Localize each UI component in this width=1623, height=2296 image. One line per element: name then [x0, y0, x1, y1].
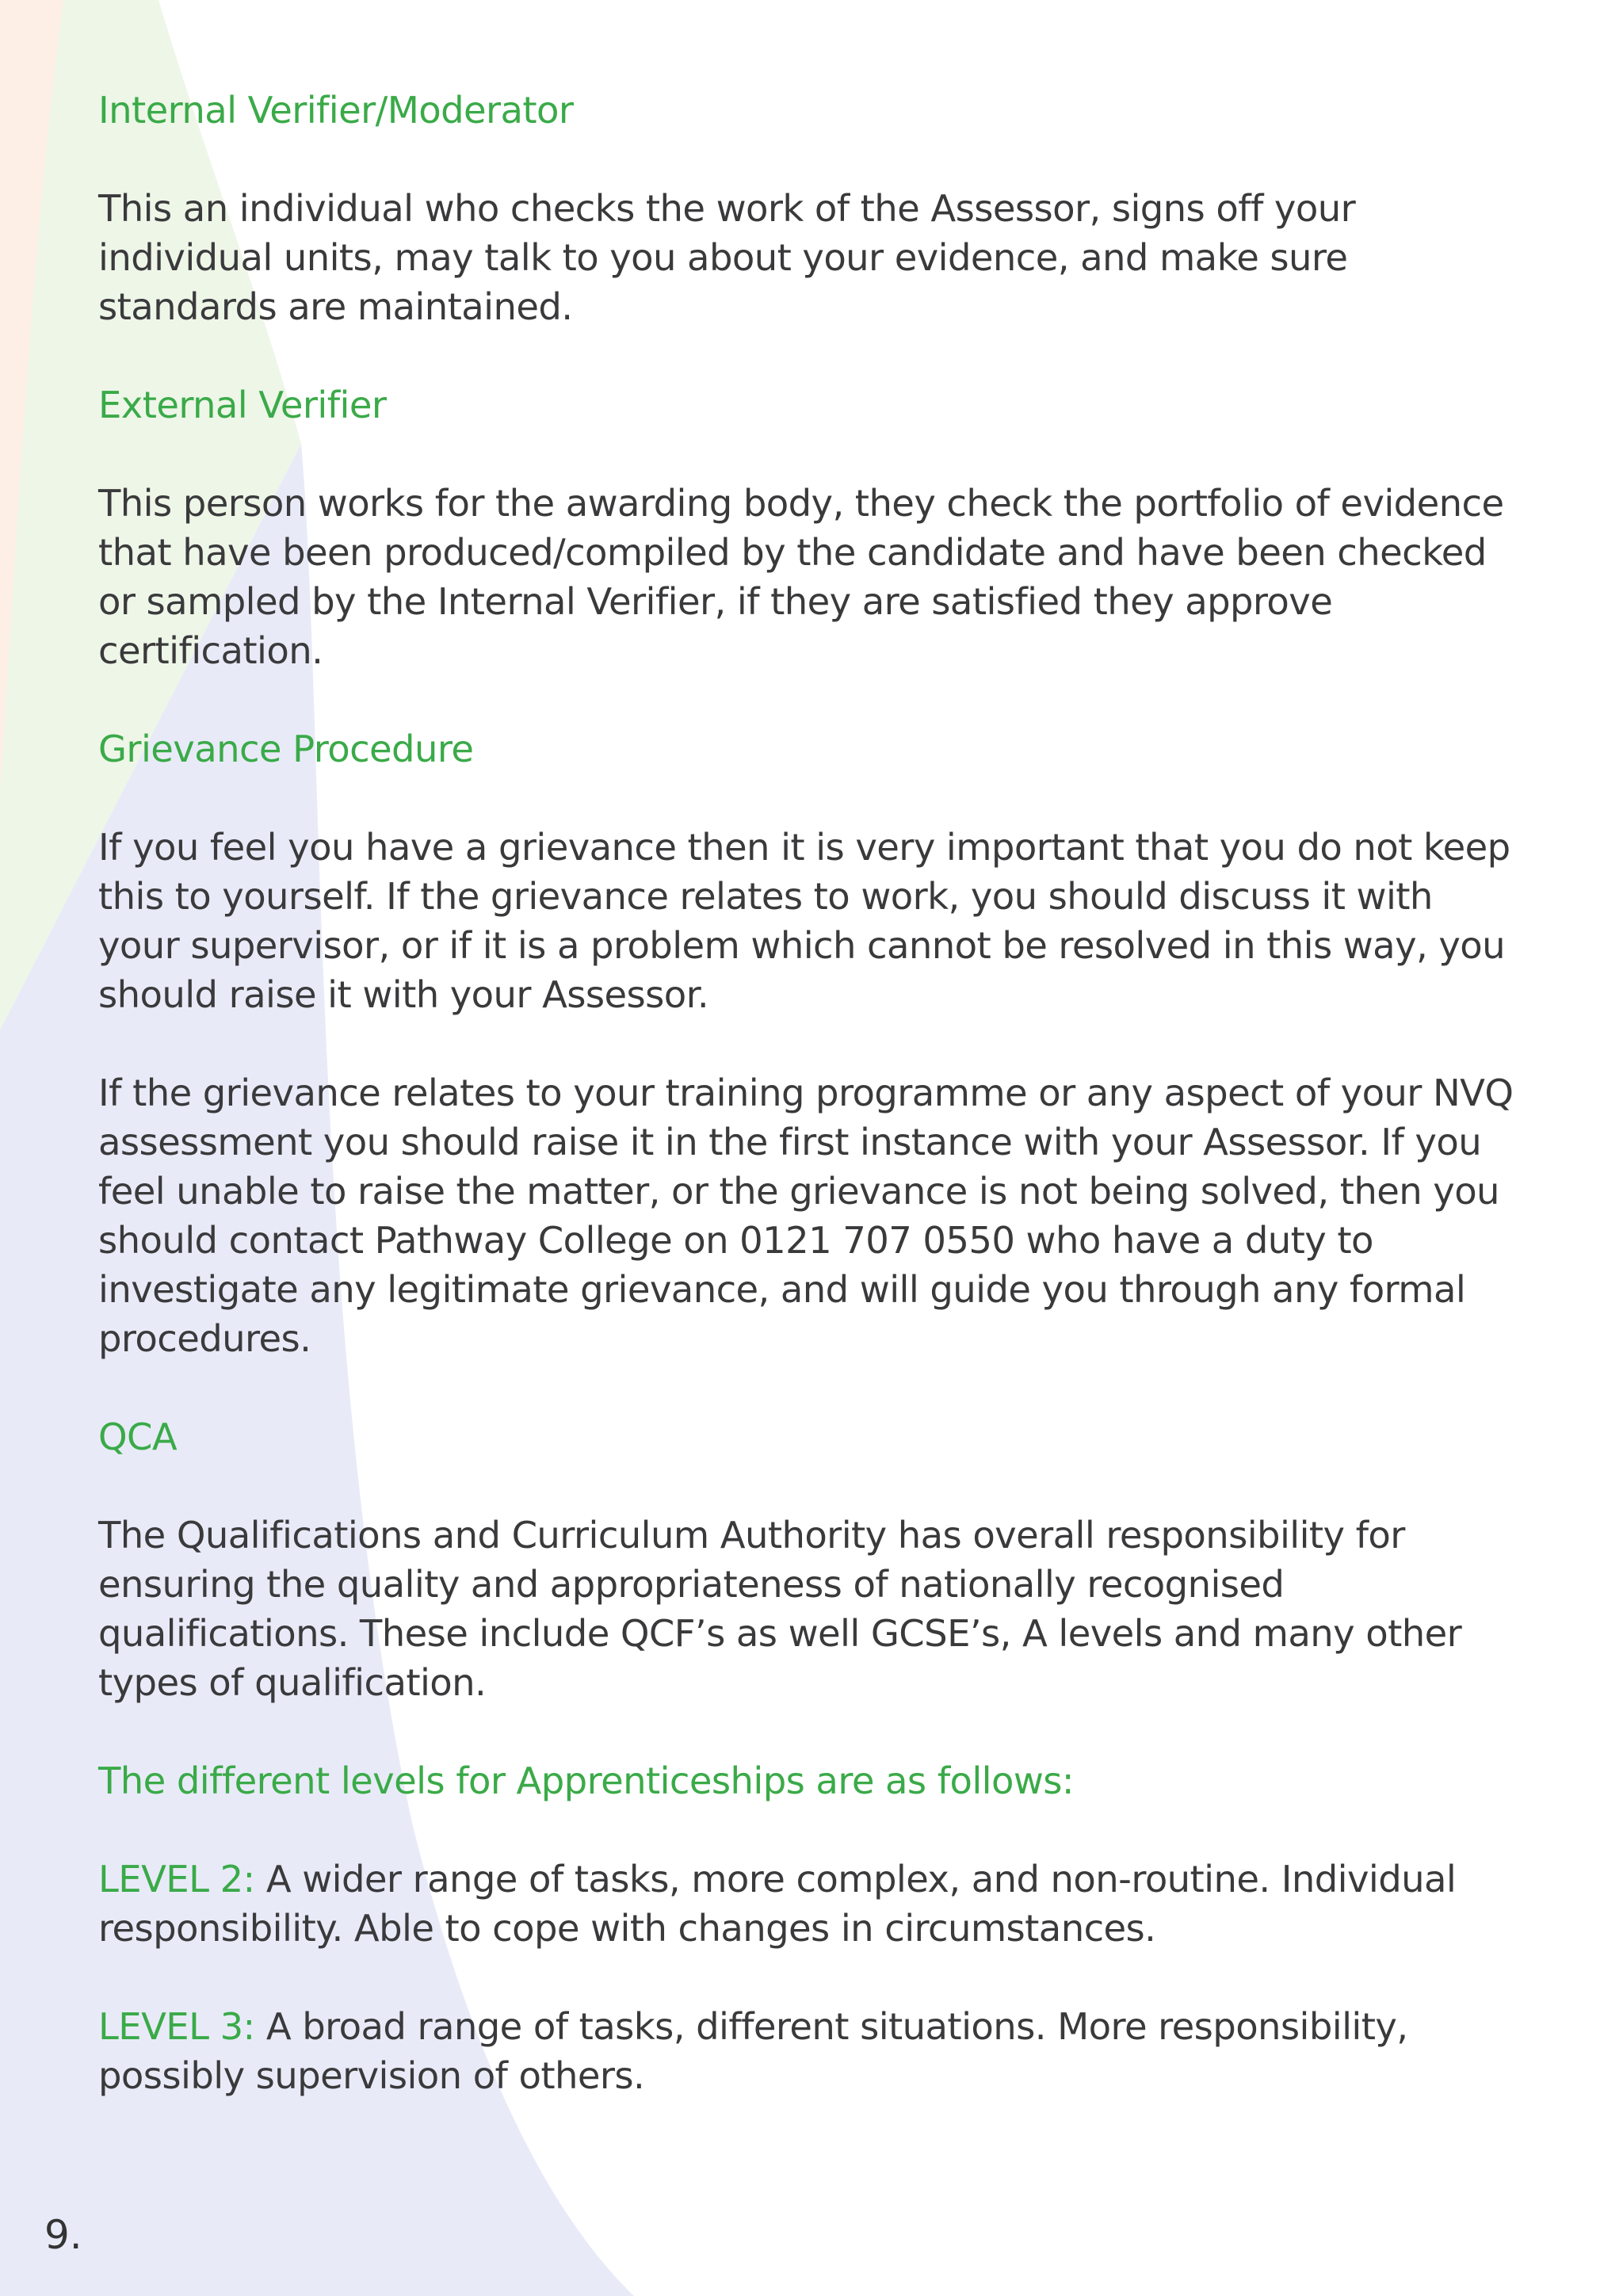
- page-number: 9.: [44, 2212, 82, 2258]
- level-2-item: [98, 1855, 1525, 1953]
- level-3-text: A broad range of tasks, different situations. More responsibility, possibly supervision of others.: [98, 2005, 1408, 2097]
- level-2-label: LEVEL 2:: [98, 1858, 255, 1901]
- grievance-text-2: If the grievance relates to your training programme or any aspect of your NVQ assessment you should raise it in the first instance with your Assessor. If you feel unable to raise the matter, or the grievance is not being solved, then you should contact Pathway College on 0121 707 0550 who have a duty to investigate any legitimate grievance, and will guide you through any formal procedures.: [98, 1072, 1514, 1360]
- qca-text: The Qualifications and Curriculum Authority has overall responsibility for ensuring the quality and appropriateness of nationally recognised qualifications. These include QCF’s as well GCSE’s, A levels and many other types of qualification.: [98, 1514, 1462, 1704]
- level-3-label: LEVEL 3:: [98, 2005, 255, 2048]
- internal-verifier-heading: Internal Verifier/Moderator: [98, 89, 574, 132]
- level-3-item: [98, 2002, 1525, 2100]
- external-verifier-text: This person works for the awarding body, they check the portfolio of evidence that have been produced/compiled by the candidate and have been checked or sampled by the Internal Verifier, if they are satisfied they approve certification.: [98, 482, 1504, 672]
- qca-heading: QCA: [98, 1415, 178, 1458]
- grievance-heading: Grievance Procedure: [98, 728, 474, 770]
- external-verifier-heading: External Verifier: [98, 384, 387, 426]
- level-2-text: A wider range of tasks, more complex, and non-routine. Individual responsibility. Able to cope with changes in circumstances.: [98, 1858, 1457, 1950]
- internal-verifier-text: This an individual who checks the work of the Assessor, signs off your individual units, may talk to you about your evidence, and make sure standards are maintained.: [98, 187, 1356, 328]
- page-content: [98, 86, 1525, 2100]
- levels-heading: The different levels for Apprenticeships are as follows:: [98, 1759, 1074, 1802]
- grievance-text-1: If you feel you have a grievance then it is very important that you do not keep this to yourself. If the grievance relates to work, you should discuss it with your supervisor, or if it is a problem which cannot be resolved in this way, you should raise it with your Assessor.: [98, 826, 1510, 1016]
